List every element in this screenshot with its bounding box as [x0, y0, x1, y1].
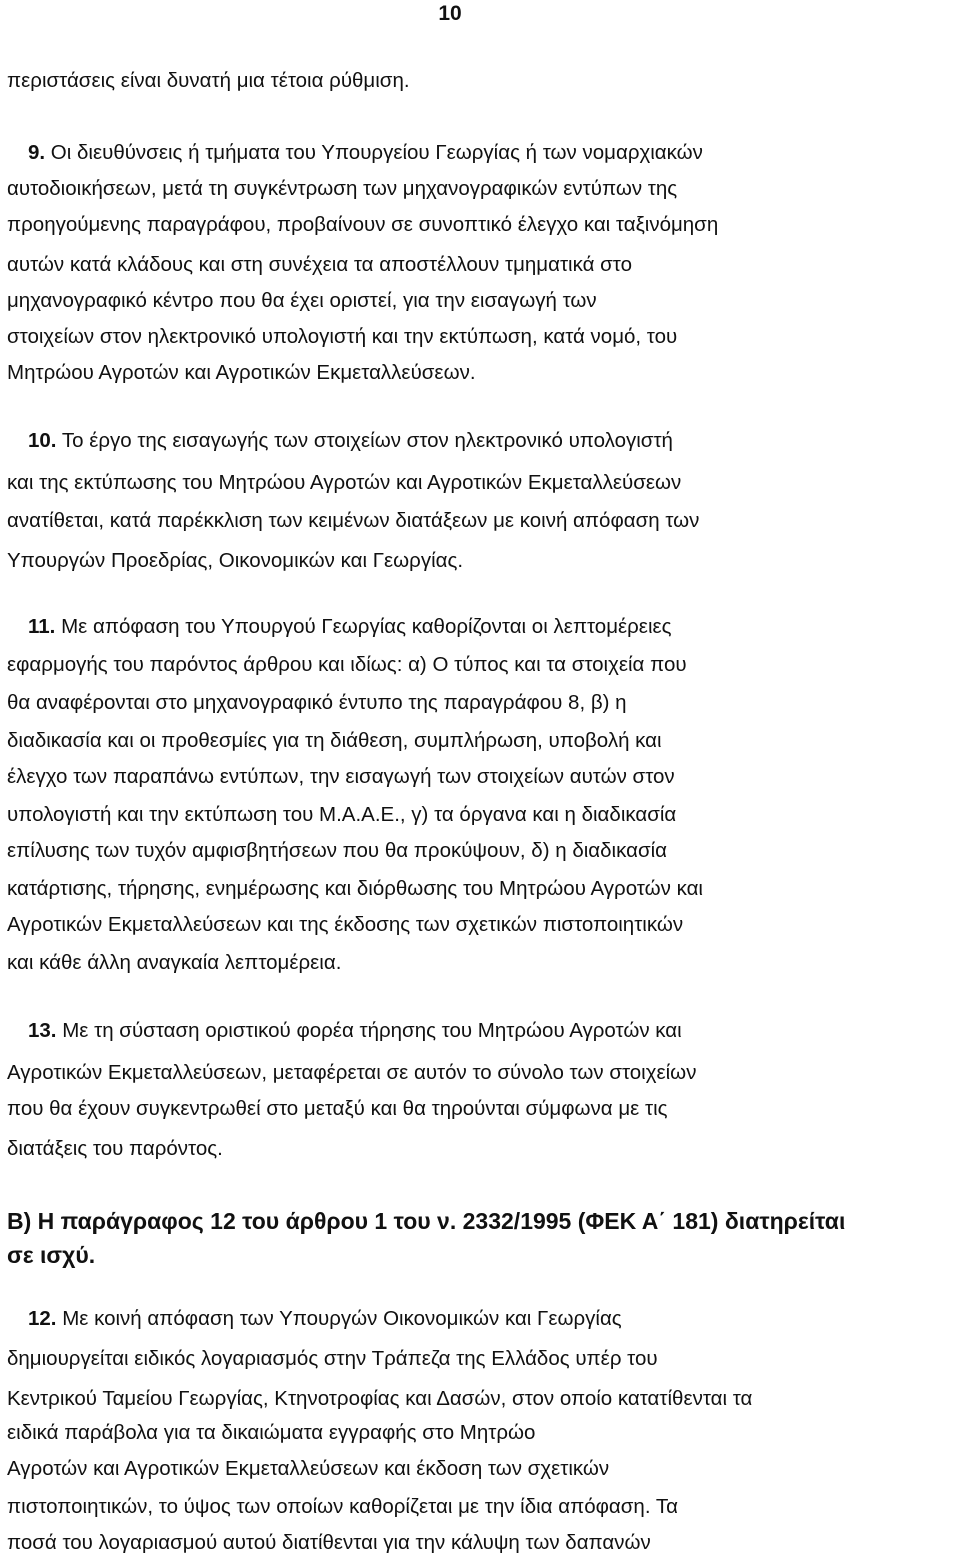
- line-text: υπολογιστή και την εκτύπωση του Μ.Α.Α.Ε., γ) τα όργανα και η διαδικασία: [7, 803, 677, 826]
- line-text: επίλυσης των τυχόν αμφισβητήσεων που θα προκύψουν, δ) η διαδικασία: [7, 839, 668, 862]
- text-line: [7, 1136, 223, 1162]
- line-text: ειδικά παράβολα για τα δικαιώματα εγγραφής στο Μητρώο: [7, 1421, 536, 1444]
- text-line: [7, 470, 681, 496]
- text-line: [7, 68, 410, 94]
- line-text: κατάρτισης, τήρησης, ενημέρωσης και διόρθωσης του Μητρώου Αγροτών και: [7, 877, 703, 900]
- line-text: Αγροτικών Εκμεταλλεύσεων και της έκδοσης των σχετικών πιστοποιητικών: [7, 913, 684, 936]
- line-text: ανατίθεται, κατά παρέκκλιση των κειμένων διατάξεων με κοινή απόφαση των: [7, 509, 700, 532]
- paragraph-number: 12.: [28, 1307, 57, 1330]
- text-line: [7, 1060, 696, 1086]
- line-text: και της εκτύπωσης του Μητρώου Αγροτών και Αγροτικών Εκμεταλλεύσεων: [7, 471, 682, 494]
- paragraph-number: 10.: [28, 429, 57, 452]
- text-line: [7, 1346, 658, 1372]
- line-text: θα αναφέρονται στο μηχανογραφικό έντυπο της παραγράφου 8, β) η: [7, 691, 627, 714]
- text-line: [7, 764, 675, 790]
- text-line: [7, 324, 677, 350]
- line-text: διατάξεις του παρόντος.: [7, 1137, 223, 1160]
- line-text: ποσά του λογαριασμού αυτού διατίθενται για την κάλυψη των δαπανών: [7, 1531, 651, 1554]
- line-text: εφαρμογής του παρόντος άρθρου και ιδίως: α) Ο τύπος και τα στοιχεία που: [7, 653, 687, 676]
- line-text: και κάθε άλλη αναγκαία λεπτομέρεια.: [7, 951, 342, 974]
- line-text: Με απόφαση του Υπουργού Γεωργίας καθορίζονται οι λεπτομέρειες: [55, 615, 672, 638]
- text-line: [28, 614, 672, 640]
- text-line: [7, 950, 341, 976]
- text-line: [7, 728, 662, 754]
- text-line: [7, 548, 463, 574]
- text-line: [7, 1420, 535, 1446]
- line-text: Με τη σύσταση οριστικού φορέα τήρησης του Μητρώου Αγροτών και: [56, 1019, 682, 1042]
- line-text: προηγούμενης παραγράφου, προβαίνουν σε συνοπτικό έλεγχο και ταξινόμηση: [7, 213, 719, 236]
- line-text: Αγροτικών Εκμεταλλεύσεων, μεταφέρεται σε αυτόν το σύνολο των στοιχείων: [7, 1061, 697, 1084]
- text-line: [7, 1096, 668, 1122]
- line-text: στοιχείων στον ηλεκτρονικό υπολογιστή και την εκτύπωση, κατά νομό, του: [7, 325, 678, 348]
- line-text: Υπουργών Προεδρίας, Οικονομικών και Γεωργίας.: [7, 549, 464, 572]
- line-text: πιστοποιητικών, το ύψος των οποίων καθορίζεται με την ίδια απόφαση. Τα: [7, 1495, 678, 1518]
- line-text: διαδικασία και οι προθεσμίες για τη διάθεση, συμπλήρωση, υποβολή και: [7, 729, 662, 752]
- line-text: περιστάσεις είναι δυνατή μια τέτοια ρύθμιση.: [7, 69, 410, 92]
- page-number: 10: [438, 2, 462, 25]
- text-line: [7, 1456, 609, 1482]
- line-text: Με κοινή απόφαση των Υπουργών Οικονομικών και Γεωργίας: [56, 1307, 622, 1330]
- text-line: [7, 912, 683, 938]
- text-line: [28, 140, 703, 166]
- text-line: [7, 1530, 651, 1556]
- text-line: [7, 176, 677, 202]
- text-line: [7, 1386, 752, 1412]
- line-text: Μητρώου Αγροτών και Αγροτικών Εκμεταλλεύσεων.: [7, 361, 476, 384]
- paragraph-number: 9.: [28, 141, 46, 164]
- text-line: [7, 252, 632, 278]
- line-text: Κεντρικού Ταμείου Γεωργίας, Κτηνοτροφίας και Δασών, στον οποίο κατατίθενται τα: [7, 1387, 753, 1410]
- text-line: [7, 838, 667, 864]
- paragraph-number: 11.: [28, 615, 56, 638]
- text-line: [28, 1018, 682, 1044]
- line-text: Οι διευθύνσεις ή τμήματα του Υπουργείου Γεωργίας ή των νομαρχιακών: [45, 141, 703, 164]
- section-heading-line-2: σε ισχύ.: [7, 1242, 96, 1268]
- text-line: [28, 428, 673, 454]
- line-text: που θα έχουν συγκεντρωθεί στο μεταξύ και θα τηρούνται σύμφωνα με τις: [7, 1097, 668, 1120]
- text-line: [7, 288, 597, 314]
- line-text: Αγροτών και Αγροτικών Εκμεταλλεύσεων και έκδοση των σχετικών: [7, 1457, 610, 1480]
- text-line: [7, 802, 676, 828]
- line-text: αυτών κατά κλάδους και στη συνέχεια τα αποστέλλουν τμηματικά στο: [7, 253, 632, 276]
- line-text: μηχανογραφικό κέντρο που θα έχει οριστεί, για την εισαγωγή των: [7, 289, 597, 312]
- text-line: [7, 652, 687, 678]
- text-line: [7, 360, 476, 386]
- text-line: [7, 508, 699, 534]
- line-text: έλεγχο των παραπάνω εντύπων, την εισαγωγή των στοιχείων αυτών στον: [7, 765, 675, 788]
- text-line: [7, 212, 718, 238]
- line-text: δημιουργείται ειδικός λογαριασμός στην Τράπεζα της Ελλάδος υπέρ του: [7, 1347, 658, 1370]
- text-line: [7, 1494, 678, 1520]
- paragraph-number: 13.: [28, 1019, 57, 1042]
- text-line: [7, 690, 627, 716]
- line-text: Το έργο της εισαγωγής των στοιχείων στον ηλεκτρονικό υπολογιστή: [56, 429, 673, 452]
- line-text: αυτοδιοικήσεων, μετά τη συγκέντρωση των μηχανογραφικών εντύπων της: [7, 177, 678, 200]
- section-heading-line-1: Β) Η παράγραφος 12 του άρθρου 1 του ν. 2332/1995 (ΦΕΚ Α΄ 181) διατηρείται: [7, 1208, 846, 1234]
- text-line: [7, 876, 703, 902]
- text-line: [28, 1306, 622, 1332]
